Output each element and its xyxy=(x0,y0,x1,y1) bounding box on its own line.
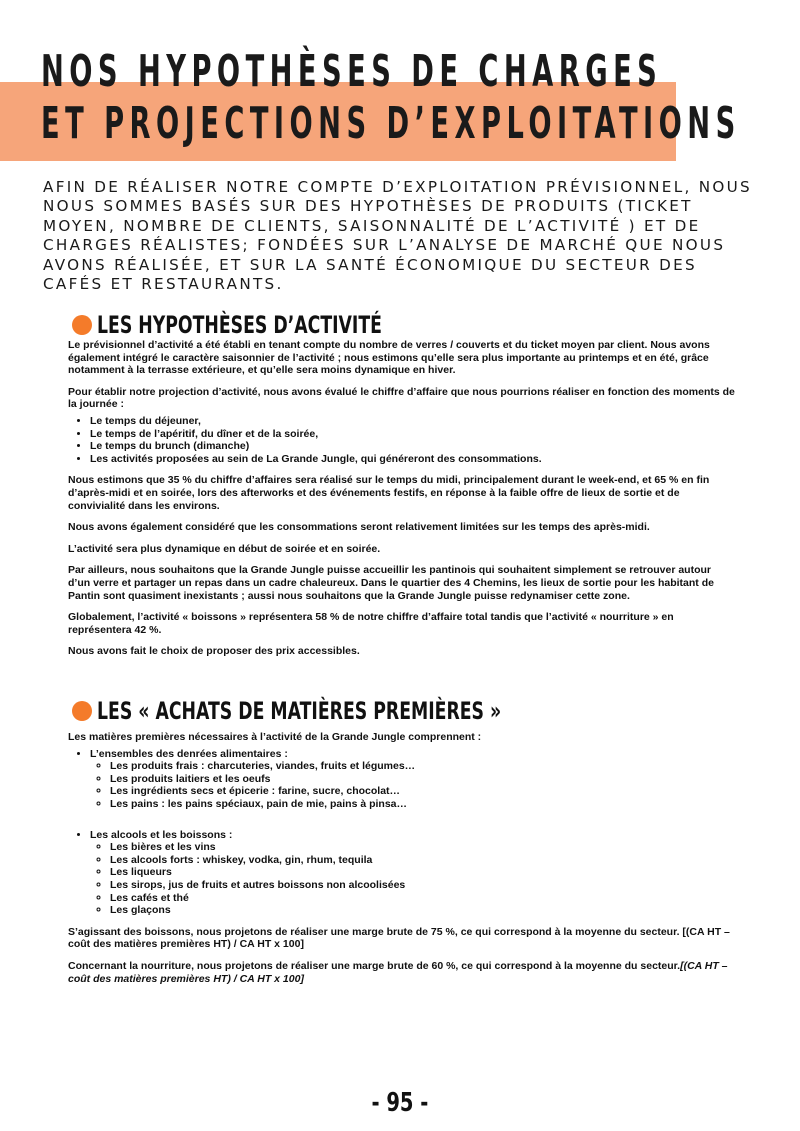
paragraph: Nous avons fait le choix de proposer des prix accessibles. xyxy=(68,645,360,658)
paragraph: S’agissant des boissons, nous projetons de réaliser une marge brute de 75 %, ce qui correspond à la moyenne du secteur. [(CA HT – coût des matières premières HT) / CA HT x 100] xyxy=(68,925,730,951)
page-number xyxy=(0,1088,800,1118)
page-title xyxy=(41,46,800,149)
moments-list xyxy=(74,415,736,465)
drinks-group-label: Les alcools et les boissons : xyxy=(90,828,233,841)
paragraph-text: Concernant la nourriture, nous projetons de réaliser une marge brute de 60 %, ce qui correspond à la moyenne du secteur. xyxy=(68,959,681,972)
drinks-sublist xyxy=(90,841,736,917)
sublist-item: ◦ Les glaçons xyxy=(110,904,736,917)
page-title-line1: NOS HYPOTHÈSES DE CHARGES xyxy=(41,46,663,97)
sublist-item: ◦ Les ingrédients secs et épicerie : farine, sucre, chocolat… xyxy=(110,785,736,798)
food-list xyxy=(74,748,736,811)
paragraph xyxy=(68,960,736,985)
section-heading-activity xyxy=(72,311,493,339)
margin-formula: [(CA HT – coût des matières premières HT) / CA HT x 100] xyxy=(68,959,728,985)
intro-paragraph: AFIN DE RÉALISER NOTRE COMPTE D’EXPLOITATION PRÉVISIONNEL, NOUS NOUS SOMMES BASÉS SUR DES HYPOTHÈSES DE PRODUITS (TICKET MOYEN, NOMBRE DE CLIENTS, SAISONNALITÉ DE L’ACTIVITÉ ) ET DE CHARGES RÉALISTES; FONDÉES SUR L’ANALYSE DE MARCHÉ QUE NOUS AVONS RÉALISÉE, ET SUR LA SANTÉ ÉCONOMIQUE DU SECTEUR DES CAFÉS ET RESTAURANTS. xyxy=(43,178,752,294)
drinks-list xyxy=(74,829,736,917)
paragraph: Les matières premières nécessaires à l’activité de la Grande Jungle comprennent : xyxy=(68,731,482,743)
paragraph: Nous avons également considéré que les consommations seront relativement limitées sur les temps des après-midi. xyxy=(68,521,650,534)
paragraph: L’activité sera plus dynamique en début de soirée et en soirée. xyxy=(68,542,381,555)
list-item: • Le temps du déjeuner, xyxy=(90,415,736,428)
section-activity-body xyxy=(68,339,736,667)
sublist-item: ◦ Les cafés et thé xyxy=(110,892,736,905)
food-sublist xyxy=(90,760,736,810)
section-heading-purchases xyxy=(72,697,658,725)
sublist-item: ◦ Les produits frais : charcuteries, viandes, fruits et légumes… xyxy=(110,760,736,773)
list-item xyxy=(90,748,736,811)
section-purchases-body xyxy=(68,731,736,994)
list-item xyxy=(90,829,736,917)
food-group-label: L’ensembles des denrées alimentaires : xyxy=(90,747,288,760)
section-heading-activity-text: LES HYPOTHÈSES D’ACTIVITÉ xyxy=(97,311,382,339)
orange-dot-icon xyxy=(72,701,92,721)
paragraph: Globalement, l’activité « boissons » représentera 58 % de notre chiffre d’affaire total tandis que l’activité « nourriture » en représentera 42 %. xyxy=(68,611,674,636)
sublist-item: ◦ Les liqueurs xyxy=(110,866,736,879)
section-heading-purchases-text: LES « ACHATS DE MATIÈRES PREMIÈRES » xyxy=(97,697,502,725)
sublist-item: ◦ Les sirops, jus de fruits et autres boissons non alcoolisées xyxy=(110,879,736,892)
paragraph: Pour établir notre projection d’activité, nous avons évalué le chiffre d’affaire que nous pourrions réaliser en fonction des moments de la journée : xyxy=(68,385,735,411)
sublist-item: ◦ Les produits laitiers et les oeufs xyxy=(110,773,736,786)
paragraph: Le prévisionnel d’activité a été établi en tenant compte du nombre de verres / couverts et du ticket moyen par client. Nous avons également intégré le caractère saisonnier de l’activité ; nous estimons qu’elle sera plus importante au printemps et en été, grâce notamment à la terrasse extérieure, et qu’elle sera moins dynamique en hiver. xyxy=(68,339,710,377)
paragraph: Par ailleurs, nous souhaitons que la Grande Jungle puisse accueillir les pantinois qui souhaitent simplement se retrouver autour d’un verre et partager un repas dans un cadre chaleureux. Dans le quartier des 4 Chemins, les lieux de sortie pour les habitant de Pantin sont quasiment inexistants ; aussi nous souhaitons que la Grande Jungle puisse redynamiser cette zone. xyxy=(68,564,714,602)
sublist-item: ◦ Les alcools forts : whiskey, vodka, gin, rhum, tequila xyxy=(110,854,736,867)
list-item: • Le temps du brunch (dimanche) xyxy=(90,440,736,453)
orange-dot-icon xyxy=(72,315,92,335)
paragraph: Nous estimons que 35 % du chiffre d’affaires sera réalisé sur le temps du midi, principalement durant le week-end, et 65 % en fin d’après-midi et en soirée, lors des afterworks et des événements festifs, en réponse à la faible offre de lieux de sortie et de convivialité dans les environs. xyxy=(68,474,710,512)
page-title-line2: ET PROJECTIONS D’EXPLOITATIONS xyxy=(41,98,741,149)
sublist-item: ◦ Les pains : les pains spéciaux, pain de mie, pains à pinsa… xyxy=(110,798,736,811)
list-item: • Le temps de l’apéritif, du dîner et de la soirée, xyxy=(90,428,736,441)
sublist-item: ◦ Les bières et les vins xyxy=(110,841,736,854)
list-item: • Les activités proposées au sein de La Grande Jungle, qui généreront des consommations. xyxy=(90,453,736,466)
page-number-text: - 95 - xyxy=(371,1088,429,1118)
